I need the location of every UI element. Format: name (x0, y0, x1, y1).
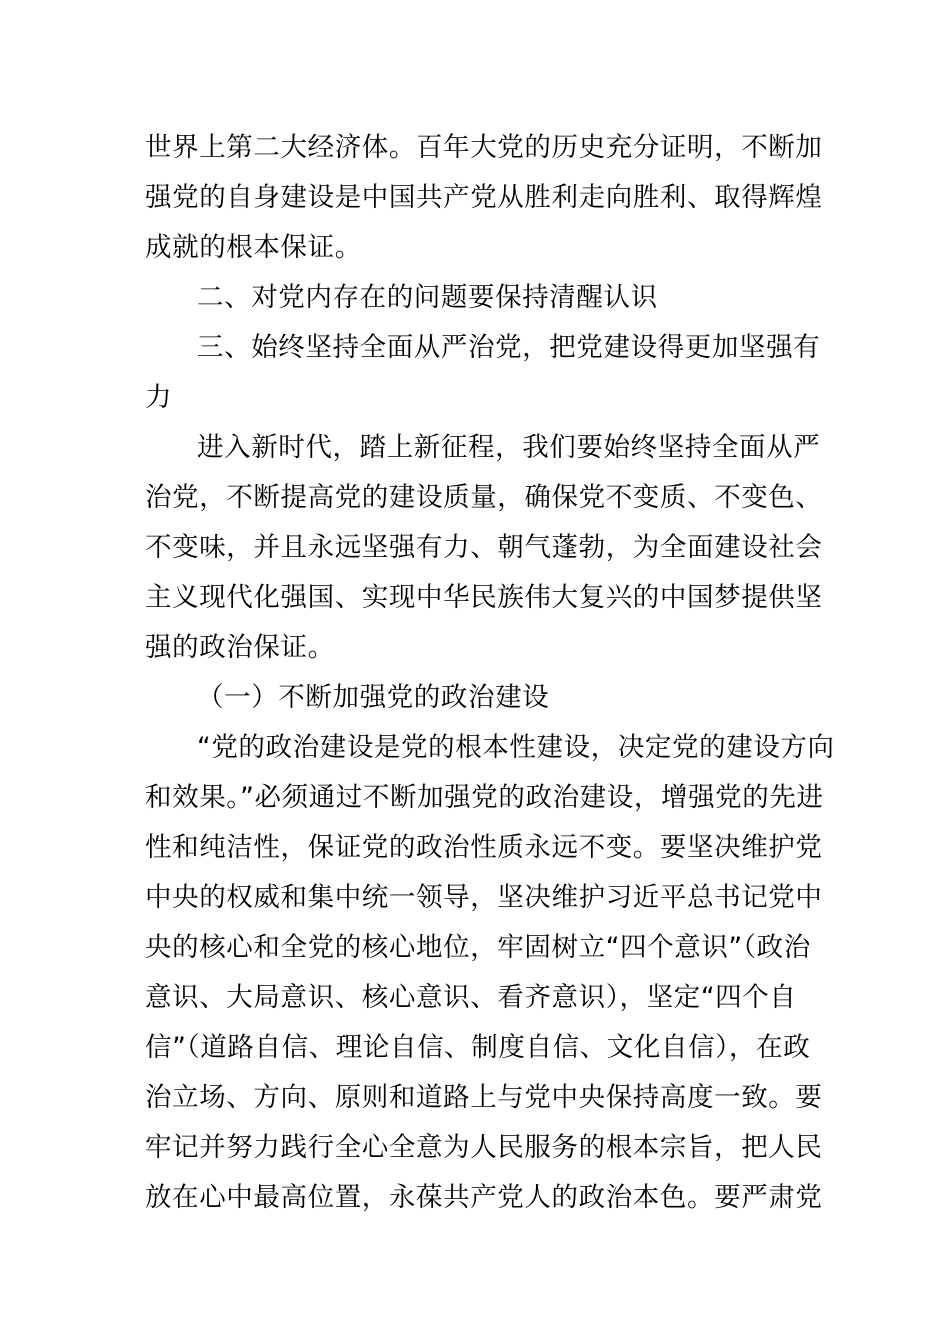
section-heading-continued: 力 (145, 382, 173, 413)
text-line: 牢记并努力践行全心全意为人民服务的根本宗旨，把人民 (145, 1132, 823, 1163)
text-line: 意识、大局意识、核心意识、看齐意识），坚定“四个自 (145, 982, 797, 1013)
text-line: 信”（道路自信、理论自信、制度自信、文化自信），在政 (145, 1032, 811, 1063)
text-line: 成就的根本保证。 (145, 232, 362, 263)
text-line: 世界上第二大经济体。百年大党的历史充分证明，不断加 (145, 132, 823, 163)
text-line: 治党，不断提高党的建设质量，确保党不变质、不变色、 (145, 482, 823, 513)
paragraph-start: 进入新时代，踏上新征程，我们要始终坚持全面从严 (197, 432, 821, 463)
text-line: 治立场、方向、原则和道路上与党中央保持高度一致。要 (145, 1082, 823, 1113)
text-line: 中央的权威和集中统一领导，坚决维护习近平总书记党中 (145, 882, 823, 913)
text-line: 主义现代化强国、实现中华民族伟大复兴的中国梦提供坚 (145, 582, 823, 613)
text-line: 放在心中最高位置，永葆共产党人的政治本色。要严肃党 (145, 1182, 823, 1213)
text-line: 和效果。”必须通过不断加强党的政治建设，增强党的先进 (145, 782, 824, 813)
paragraph-start: “党的政治建设是党的根本性建设，决定党的建设方向 (197, 732, 835, 763)
section-heading: 二、对党内存在的问题要保持清醒认识 (197, 282, 658, 313)
text-line: 央的核心和全党的核心地位，牢固树立“四个意识”（政治 (145, 932, 811, 963)
text-line: 强党的自身建设是中国共产党从胜利走向胜利、取得辉煌 (145, 182, 823, 213)
subsection-heading: （一）不断加强党的政治建设 (197, 682, 550, 713)
section-heading: 三、始终坚持全面从严治党，把党建设得更加坚强有 (197, 332, 821, 363)
text-line: 性和纯洁性，保证党的政治性质永远不变。要坚决维护党 (145, 832, 823, 863)
text-line: 强的政治保证。 (145, 632, 335, 663)
text-line: 不变味，并且永远坚强有力、朝气蓬勃，为全面建设社会 (145, 532, 823, 563)
